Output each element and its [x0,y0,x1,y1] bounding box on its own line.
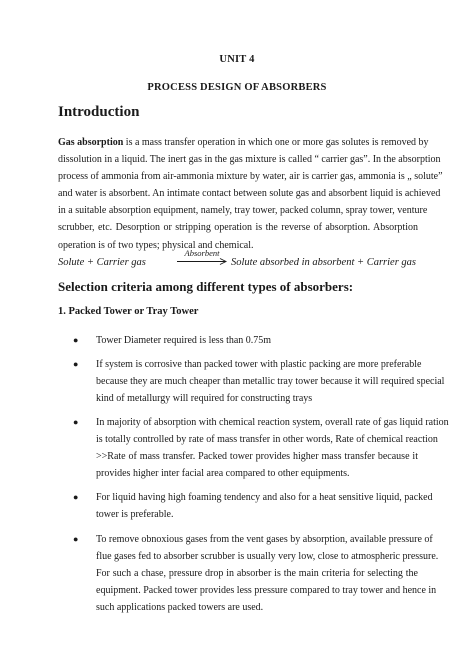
paragraph-text: is a mass transfer operation in which one or more gas solutes is removed by [123,137,429,148]
page-title: PROCESS DESIGN OF ABSORBERS [147,82,327,93]
arrow-label: Absorbent [184,248,220,258]
bullet-line: flue gases fed to absorber scrubber is usually very low, close to atmospheric pressure. [96,551,439,563]
paragraph-line: dissolution in a liquid. The inert gas in the gas mixture is called “ carrier gas”. In the absorption [58,154,441,166]
introduction-paragraph [58,134,443,254]
right-arrow-icon [175,248,229,274]
bullet-line: To remove obnoxious gases from the vent gases by absorption, available pressure of [96,534,433,545]
bullet-line: Tower Diameter required is less than 0.75m [96,335,272,346]
bullet-icon: ● [73,534,79,544]
unit-label: UNIT 4 [219,54,255,65]
bullet-icon: ● [73,492,79,502]
bold-term: Gas absorption [58,137,124,148]
equation-right-side: Solute absorbed in absorbent + Carrier gas [231,257,417,268]
absorption-equation [58,248,418,276]
bullet-line: For liquid having high foaming tendency and also for a heat sensitive liquid, packed [96,492,433,503]
packed-tower-heading: 1. Packed Tower or Tray Tower [58,306,199,317]
equation-left-side: Solute + Carrier gas [58,257,146,268]
bullet-line: provides higher inter facial area compared to other equipments. [96,468,350,480]
introduction-heading: Introduction [58,104,140,120]
bullet-line: In majority of absorption with chemical reaction system, overall rate of gas liquid ration [96,417,449,428]
bullet-icon: ● [73,417,79,427]
paragraph-line: operation is of two types; physical and chemical. [58,239,254,251]
bullet-line: because they are much cheaper than metallic tray tower because it will required special [96,376,445,388]
bullet-line: is totally controlled by rate of mass transfer in other words, Rate of chemical reaction [96,434,438,446]
bullet-line: For such a chase, pressure drop in absorber is the main criteria for selecting the [96,568,418,580]
paragraph-line [58,134,429,151]
paragraph-line: scrubber, etc. Desorption or stripping operation is the reverse of absorption. Absorption [58,222,418,234]
bullet-line: kind of metallurgy will required for constructing trays [96,393,313,405]
bullet-line: equipment. Packed tower provides less pressure compared to tray tower and hence in [96,585,437,597]
bullet-line: tower is preferable. [96,509,174,521]
bullet-icon: ● [73,359,79,369]
bullet-line: >>Rate of mass transfer. Packed tower provides higher mass transfer because it [96,451,418,463]
bullet-line: such applications packed towers are used. [96,602,264,614]
reaction-arrow [175,248,229,274]
paragraph-line: in a suitable absorption equipment, namely, tray tower, packed column, spray tower, venture [58,205,428,217]
criteria-heading: Selection criteria among different types of absorbers: [58,279,354,294]
paragraph-line: process of ammonia from air-ammonia mixture by water, air is carrier gas, ammonia is „ solute” [58,171,443,183]
bullet-icon: ● [73,335,79,345]
bullet-line: If system is corrosive than packed tower with plastic packing are more preferable [96,359,422,370]
paragraph-line: and water is absorbent. An intimate contact between solute gas and absorbent liquid is achieved [58,188,441,200]
